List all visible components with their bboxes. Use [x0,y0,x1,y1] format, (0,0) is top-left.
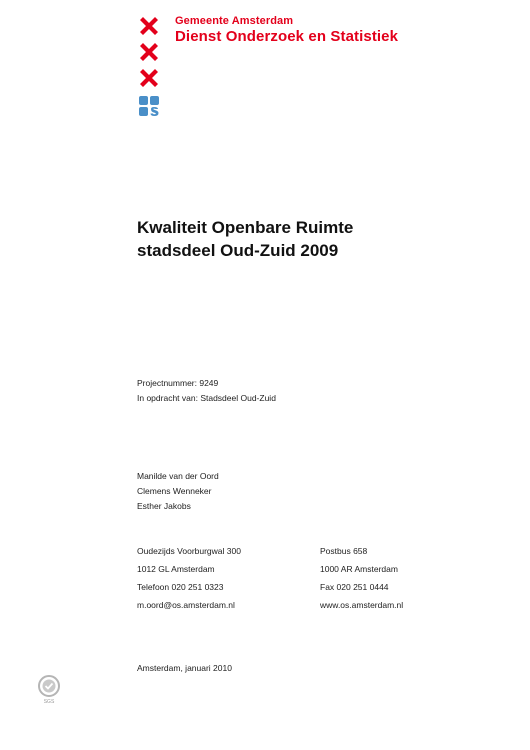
organization-name [175,14,398,46]
project-client: In opdracht van: Stadsdeel Oud-Zuid [137,393,276,403]
project-info [137,376,276,406]
postal-city: 1000 AR Amsterdam [320,564,398,574]
author-name: Manilde van der Oord [137,471,219,481]
org-line-1: Gemeente Amsterdam [175,15,294,27]
fax-number: Fax 020 251 0444 [320,582,389,592]
street-address: Oudezijds Voorburgwal 300 [137,546,241,556]
title-line-2: stadsdeel Oud-Zuid 2009 [137,241,339,260]
authors-list [137,469,219,514]
publication-date: Amsterdam, januari 2010 [137,663,232,673]
phone-number: Telefoon 020 251 0323 [137,582,224,592]
visiting-address [137,544,241,616]
report-title [137,216,353,262]
sgs-certification-icon [37,675,61,705]
andreas-cross-icon [138,41,160,63]
title-line-1: Kwaliteit Openbare Ruimte [137,218,354,237]
website-link[interactable]: www.os.amsterdam.nl [320,600,404,610]
email-link[interactable]: m.oord@os.amsterdam.nl [137,600,235,610]
cert-label: SGS [43,699,55,705]
andreas-cross-icon [138,67,160,89]
amsterdam-logo [138,15,160,117]
project-number: Projectnummer: 9249 [137,378,219,388]
author-name: Esther Jakobs [137,501,191,511]
os-logo-icon [138,95,160,117]
org-line-2: Dienst Onderzoek en Statistiek [175,28,399,45]
author-name: Clemens Wenneker [137,486,212,496]
postal-city: 1012 GL Amsterdam [137,564,215,574]
andreas-cross-icon [138,15,160,37]
po-box: Postbus 658 [320,546,368,556]
postal-address [320,544,403,616]
